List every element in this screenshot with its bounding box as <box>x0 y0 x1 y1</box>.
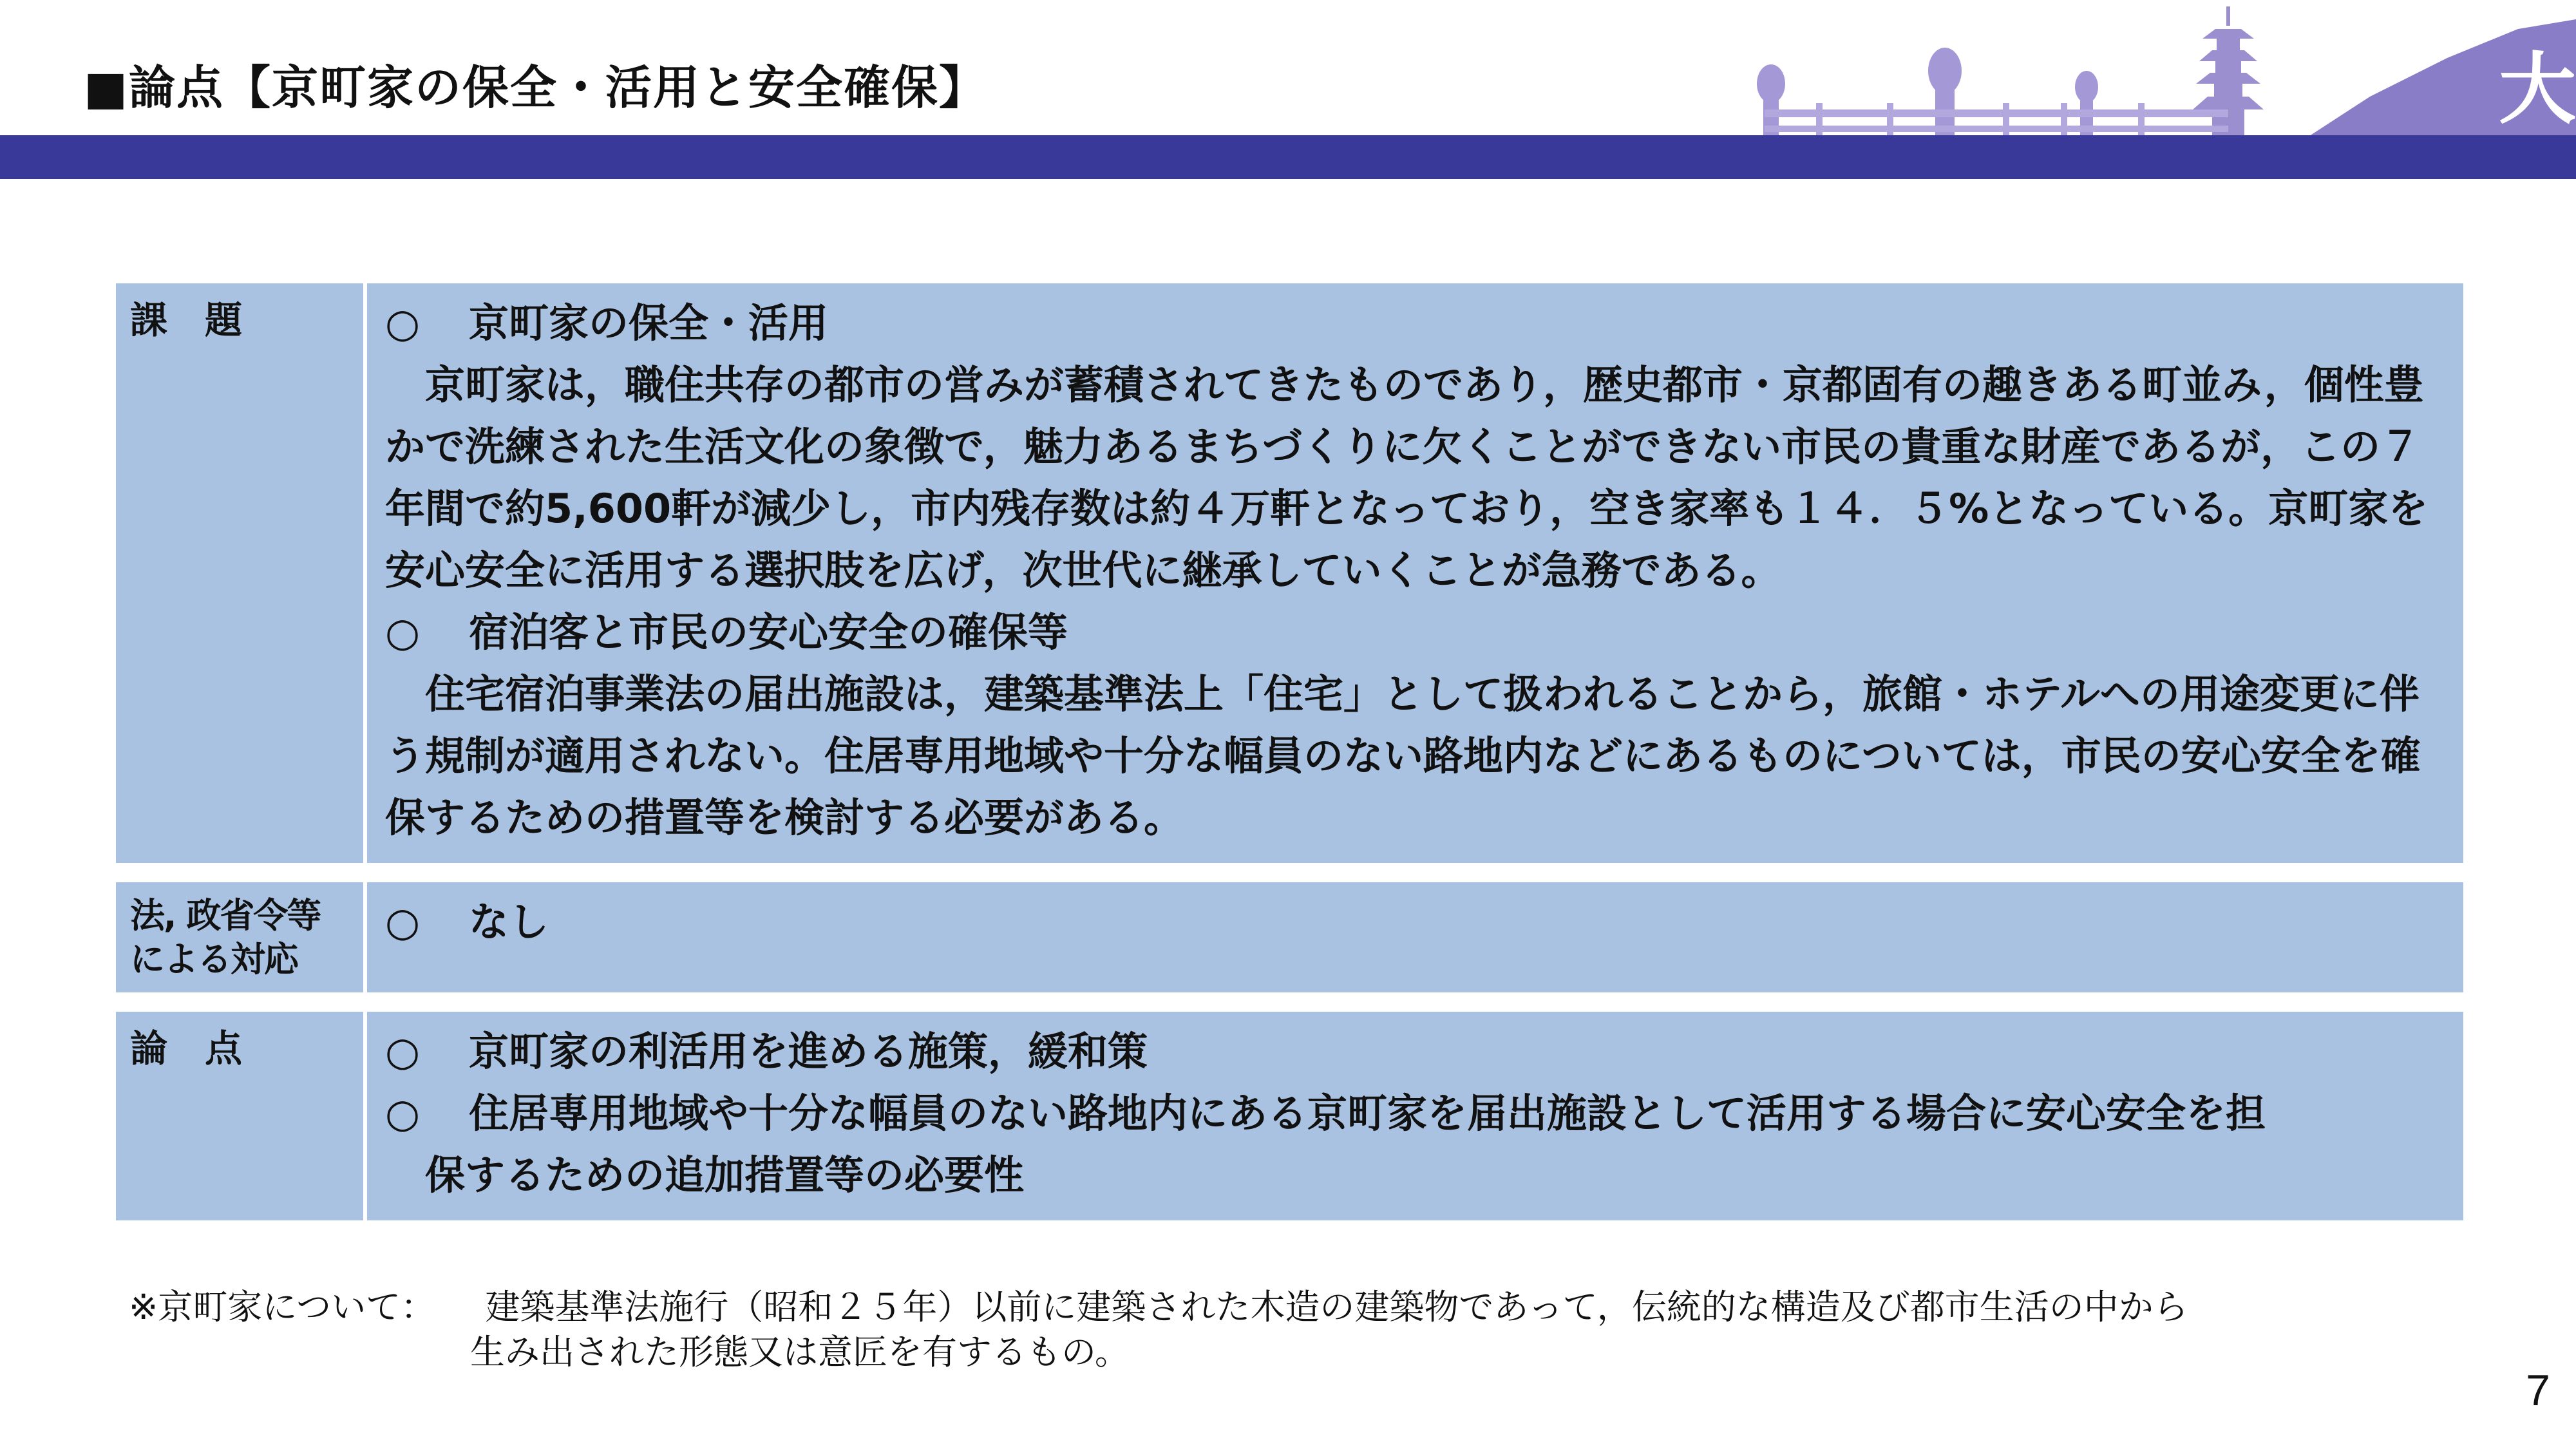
table-row-issues <box>116 283 2463 863</box>
row-body-discussion-points <box>367 1012 2463 1220</box>
issues-table <box>116 283 2463 1240</box>
row-label-line: による対応 <box>130 938 298 980</box>
circle-bullet-icon: ○ <box>385 898 421 945</box>
bullet-continuation-text: 保するための追加措置等の必要性 <box>425 1151 1025 1198</box>
footnote-line: 生み出された形態又は意匠を有するもの。 <box>470 1332 1130 1372</box>
row-body-issues <box>367 283 2463 863</box>
footnote-text: 建築基準法施行（昭和２５年）以前に建築された木造の建築物であって，伝統的な構造及び都市生活の中から <box>485 1287 2188 1327</box>
table-row-discussion-points <box>116 1012 2463 1220</box>
circle-bullet-icon: ○ <box>385 299 421 346</box>
circle-bullet-icon: ○ <box>385 1090 421 1137</box>
footnote-line <box>129 1285 2188 1330</box>
dome-towers <box>1757 48 2098 138</box>
bullet-text: 京町家の保全・活用 <box>469 299 829 346</box>
circle-bullet-icon: ○ <box>385 609 421 656</box>
bullet-text: 住居専用地域や十分な幅員のない路地内にある京町家を届出施設として活用する場合に安心安全を担 <box>469 1090 2266 1137</box>
logo-character: 大 <box>2499 45 2576 135</box>
paragraph-text: 住宅宿泊事業法の届出施設は，建築基準法上「住宅」として扱われることから，旅館・ホテルへの用途変更に伴う規制が適用されない。住居専用地域や十分な幅員のない路地内などにあるものについては，市民の安心安全を確保するための措置等を検討する必要がある。 <box>385 670 2421 841</box>
list-item <box>385 1021 2445 1083</box>
page-number: 7 <box>2526 1366 2550 1415</box>
slide-title: ■論点【京町家の保全・活用と安全確保】 <box>84 61 987 115</box>
list-item <box>385 1083 2445 1144</box>
list-item <box>385 292 2445 354</box>
row-label-discussion-points: 論 点 <box>116 1012 367 1220</box>
row-label-issues: 課 題 <box>116 283 367 863</box>
pagoda-icon <box>2193 6 2264 138</box>
bullet-text: 宿泊客と市民の安心安全の確保等 <box>469 609 1068 656</box>
bullet-text: 京町家の利活用を進める施策，緩和策 <box>469 1028 1148 1075</box>
table-row-legal-response <box>116 882 2463 992</box>
list-item <box>385 601 2445 663</box>
bridge-railing <box>1765 103 2228 138</box>
circle-bullet-icon: ○ <box>385 1028 421 1075</box>
footnote <box>129 1285 2188 1375</box>
paragraph-text: 京町家は，職住共存の都市の営みが蓄積されてきたものであり，歴史都市・京都固有の趣きある町並み，個性豊かで洗練された生活文化の象徴で，魅力あるまちづくりに欠くことができない市民の貴重な財産であるが，この７年間で約5,600軒が減少し，市内残存数は約４万軒となっており，空き家率も１４．５%となっている。京町家を安心安全に活用する選択肢を広げ，次世代に継承していくことが急務である。 <box>385 361 2429 594</box>
row-label-line: 法, 政省令等 <box>130 895 321 936</box>
footnote-label: ※京町家について： <box>129 1287 436 1327</box>
bullet-text: なし <box>469 898 549 945</box>
row-label-legal-response <box>116 882 367 992</box>
kyoto-skyline-illustration <box>1726 0 2576 138</box>
header-bar <box>0 135 2576 179</box>
list-item <box>385 891 2445 953</box>
row-body-legal-response <box>367 882 2463 992</box>
